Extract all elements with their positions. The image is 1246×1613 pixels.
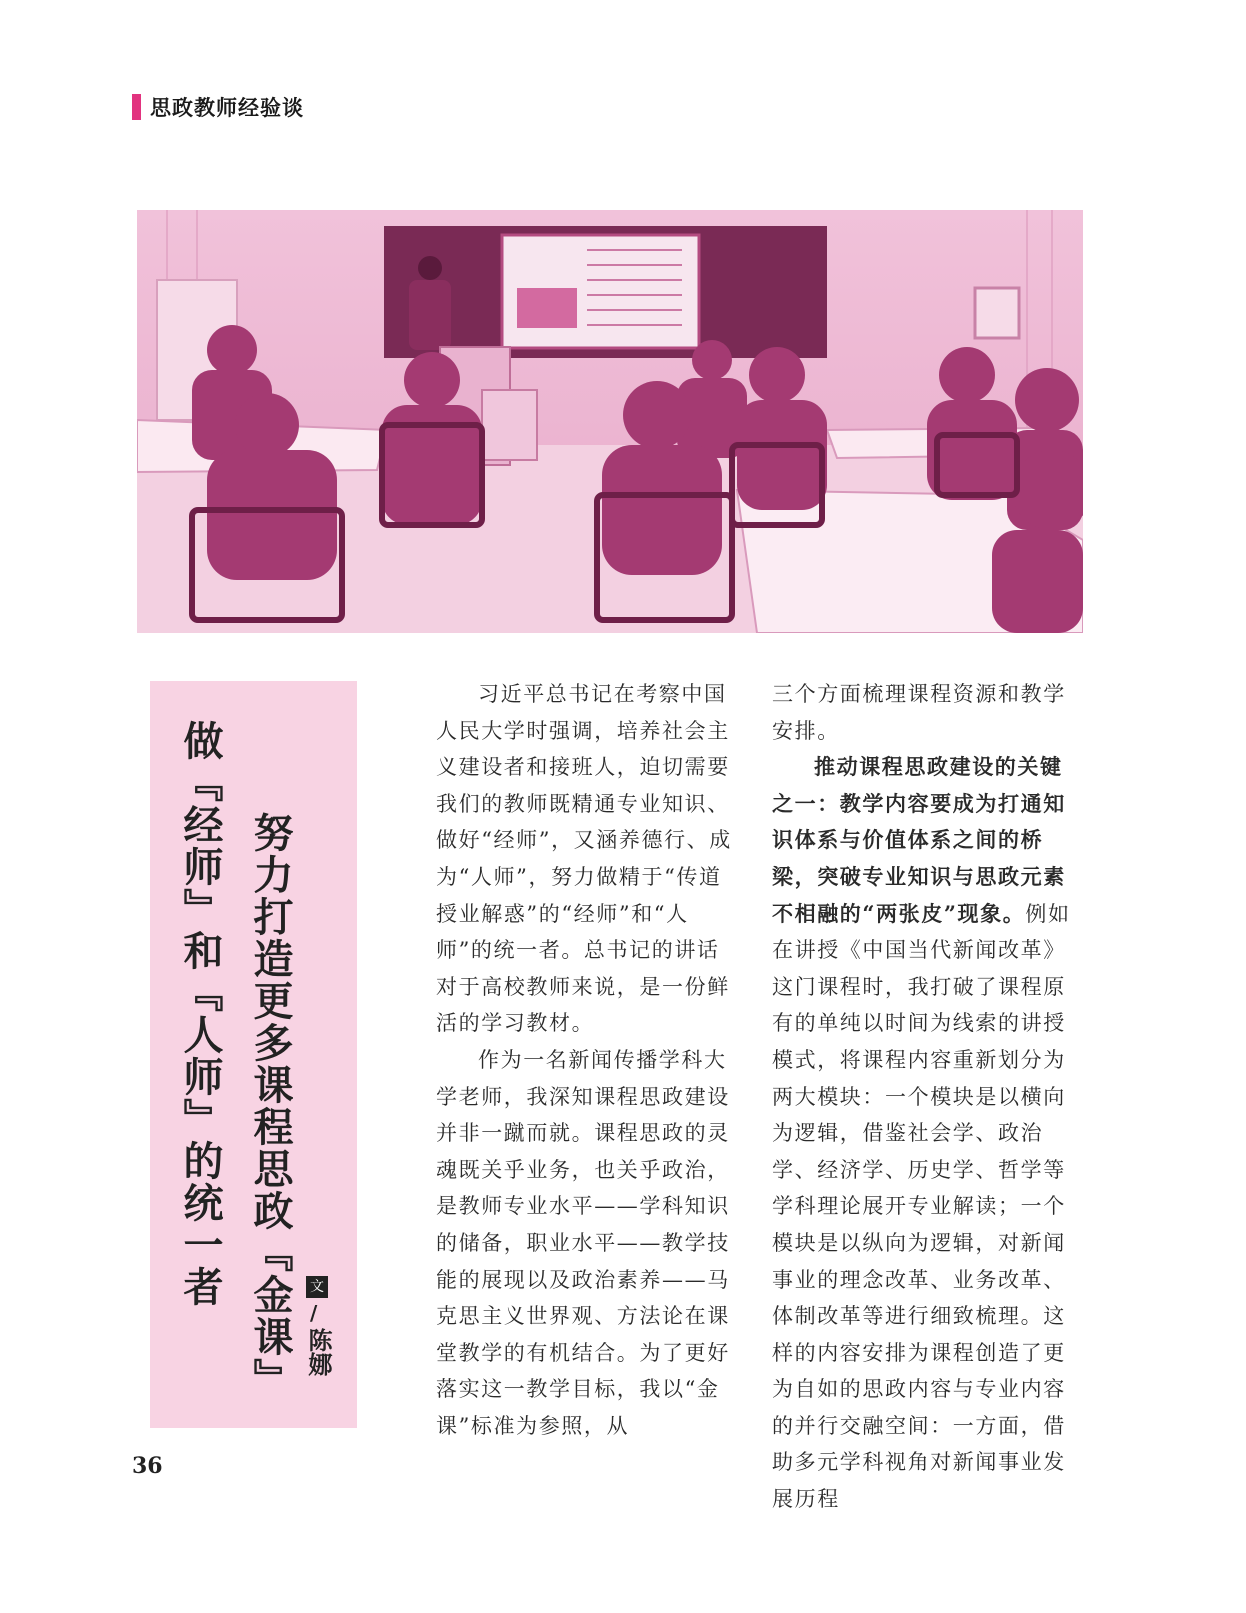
section-accent-bar: [132, 94, 141, 120]
paragraph: 三个方面梳理课程资源和教学安排。: [772, 682, 1066, 743]
article-column-1: [436, 676, 732, 1444]
section-label: 思政教师经验谈: [150, 96, 304, 120]
byline-tag: 文: [306, 1276, 328, 1298]
page-number: 36: [132, 1453, 163, 1479]
author-name: 陈娜: [304, 1328, 332, 1376]
paragraph: 习近平总书记在考察中国人民大学时强调，培养社会主义建设者和接班人，迫切需要我们的教师既精通专业知识、做好“经师”，又涵养德行、成为“人师”，努力做精于“传道授业解惑”的“经师”和“人师”的统一者。总书记的讲话对于高校教师来说，是一份鲜活的学习教材。: [436, 682, 732, 1036]
paragraph-text: 例如在讲授《中国当代新闻改革》这门课程时，我打破了课程原有的单纯以时间为线索的讲授模式，将课程内容重新划分为两大模块：一个模块是以横向为逻辑，借鉴社会学、政治学、经济学、历史学、哲学等学科理论展开专业解读；一个模块是以纵向为逻辑，对新闻事业的理念改革、业务改革、体制改革等进行细致梳理。这样的内容安排为课程创造了更为自如的思政内容与专业内容的并行交融空间：一方面，借助多元学科视角对新闻事业发展历程: [772, 901, 1071, 1512]
classroom-photo: [137, 210, 1083, 633]
paragraph: 作为一名新闻传播学科大学老师，我深知课程思政建设并非一蹴而就。课程思政的灵魂既关乎业务，也关乎政治，是教师专业水平——学科知识的储备，职业水平——教学技能的展现以及政治素养——马克思主义世界观、方法论在课堂教学的有机结合。为了更好落实这一教学目标，我以“金课”标准为参照，从: [436, 1047, 730, 1438]
paragraph: [772, 749, 1084, 1517]
article-subtitle: 做『经师』和『人师』的统一者: [177, 720, 223, 1308]
key-point: 推动课程思政建设的关键之一：教学内容要成为打通知识体系与价值体系之间的桥梁，突破专业知识与思政元素不相融的“两张皮”现象。: [772, 754, 1066, 926]
article-column-2: [772, 676, 1084, 1518]
article-title: 努力打造更多课程思政『金课』: [247, 812, 293, 1400]
byline-slash: /: [310, 1301, 318, 1325]
